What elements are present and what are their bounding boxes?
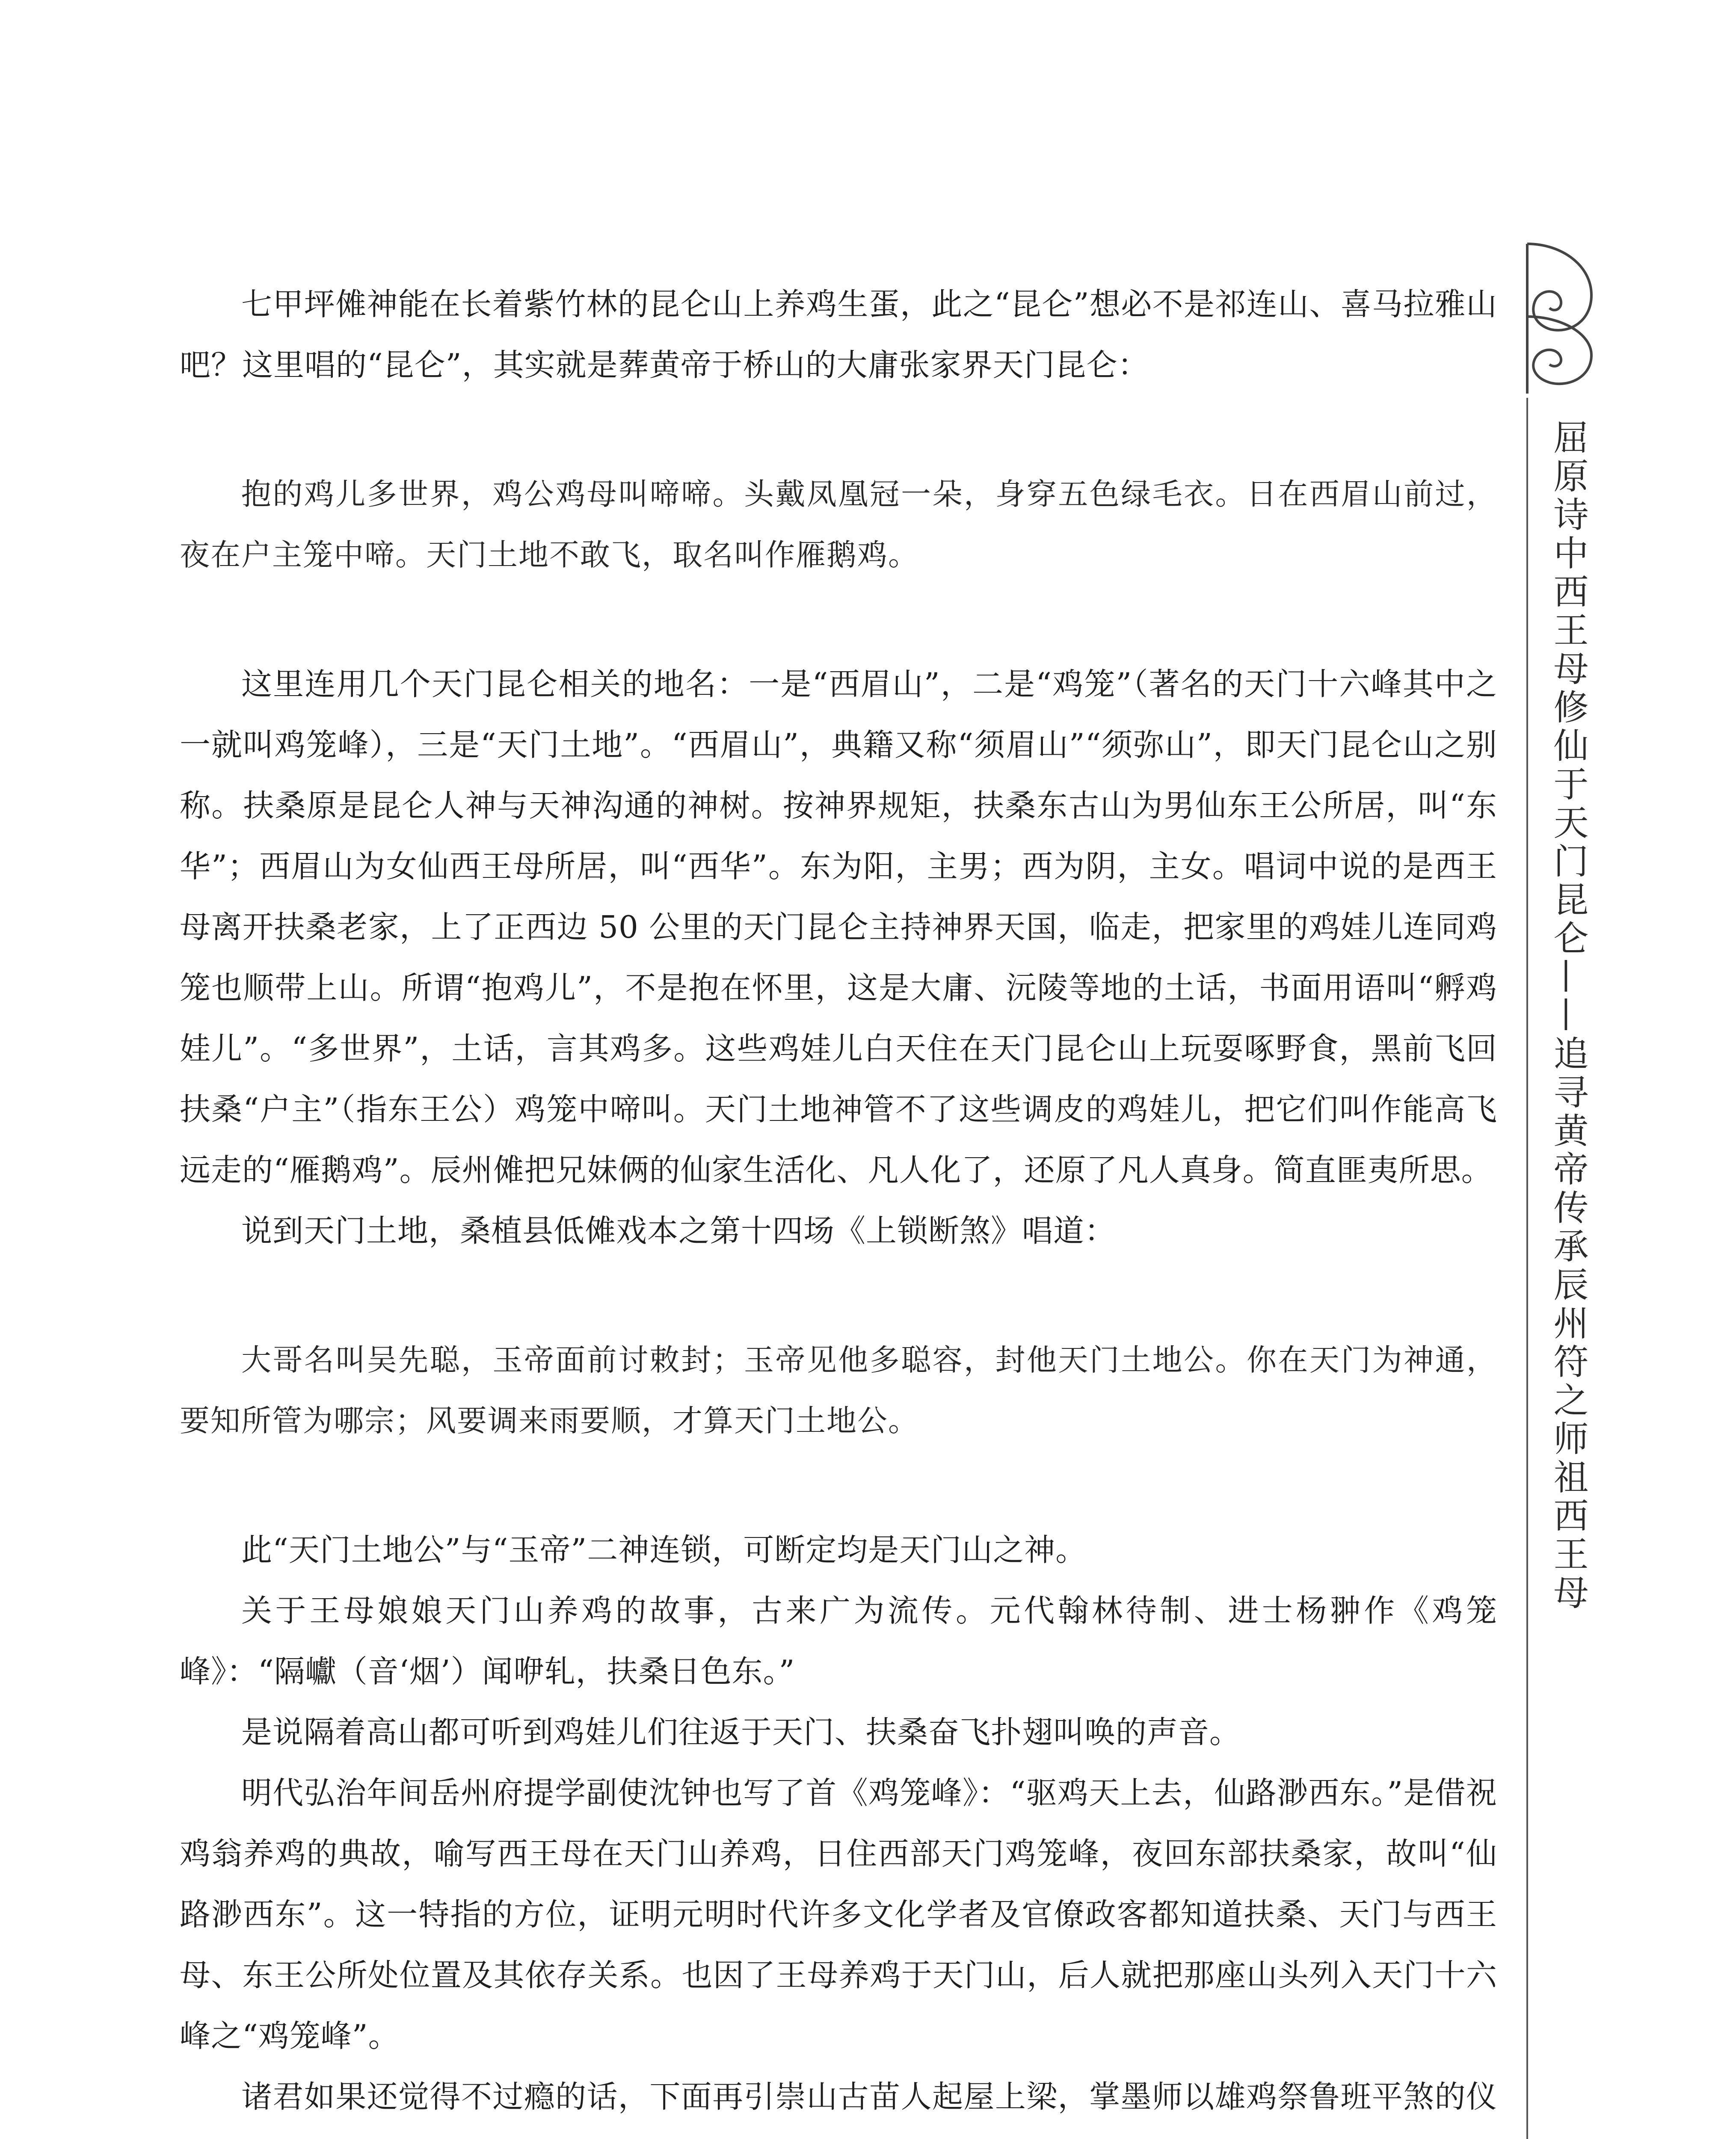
paragraph-2: 这里连用几个天门昆仑相关的地名：一是“西眉山”，二是“鸡笼”（著名的天门十六峰其中之一就叫鸡笼峰），三是“天门土地”。“西眉山”，典籍又称“须眉山”“须弥山”，即天门昆仑山之别称。扶桑原是昆仑人神与天神沟通的神树。按神界规矩，扶桑东古山为男仙东王公所居，叫“东华”；西眉山为女仙西王母所居，叫“西华”。东为阳，主男；西为阴，主女。唱词中说的是西王母离开扶桑老家，上了正西边 50 公里的天门昆仑主持神界天国，临走，把家里的鸡娃儿连同鸡笼也顺带上山。所谓“抱鸡儿”，不是抱在怀里，这是大庸、沅陵等地的土话，书面用语叫“孵鸡娃儿”。“多世界”，土话，言其鸡多。这些鸡娃儿白天住在天门昆仑山上玩耍啄野食，黑前飞回扶桑“户主”（指东王公）鸡笼中啼叫。天门土地神管不了这些调皮的鸡娃儿，把它们叫作能高飞远走的“雁鹅鸡”。辰州傩把兄妹俩的仙家生活化、凡人化了，还原了凡人真身。简直匪夷所思。 xyxy=(180,666,1497,1188)
spiral-ornament-icon xyxy=(1510,240,1609,394)
paragraph-4: 此“天门土地公”与“玉帝”二神连锁，可断定均是天门山之神。 xyxy=(241,1532,1087,1568)
quote-1: 抱的鸡儿多世界，鸡公鸡母叫啼啼。头戴凤凰冠一朵，身穿五色绿毛衣。日在西眉山前过，夜在户主笼中啼。天门土地不敢飞，取名叫作雁鹅鸡。 xyxy=(180,477,1497,572)
paragraph-6: 是说隔着高山都可听到鸡娃儿们往返于天门、扶桑奋飞扑翅叫唤的声音。 xyxy=(241,1714,1241,1750)
main-text xyxy=(180,274,1497,2139)
running-header-vertical: 屈原诗中西王母修仙于天门昆仑——追寻黄帝传承辰州符之师祖西王母 xyxy=(1548,419,1588,1613)
quote-2: 大哥名叫吴先聪，玉帝面前讨敕封；玉帝见他多聪容，封他天门土地公。你在天门为神通，要知所管为哪宗；风要调来雨要顺，才算天门土地公。 xyxy=(180,1342,1497,1438)
paragraph-1: 七甲坪傩神能在长着紫竹林的昆仑山上养鸡生蛋，此之“昆仑”想必不是祁连山、喜马拉雅山吧？这里唱的“昆仑”，其实就是葬黄帝于桥山的大庸张家界天门昆仑： xyxy=(180,286,1497,383)
paragraph-5: 关于王母娘娘天门山养鸡的故事，古来广为流传。元代翰林待制、进士杨翀作《鸡笼峰》：“隔巘（音‘烟’）闻咿轧，扶桑日色东。” xyxy=(180,1593,1497,1689)
paragraph-7: 明代弘治年间岳州府提学副使沈钟也写了首《鸡笼峰》：“驱鸡天上去，仙路渺西东。”是借祝鸡翁养鸡的典故，喻写西王母在天门山养鸡，日住西部天门鸡笼峰，夜回东部扶桑家，故叫“仙路渺西东”。这一特指的方位，证明元明时代许多文化学者及官僚政客都知道扶桑、天门与西王母、东王公所处位置及其依存关系。也因了王母养鸡于天门山，后人就把那座山头列入天门十六峰之“鸡笼峰”。 xyxy=(180,1775,1497,2054)
paragraph-3: 说到天门土地，桑植县低傩戏本之第十四场《上锁断煞》唱道： xyxy=(241,1213,1116,1249)
paragraph-8: 诸君如果还觉得不过瘾的话，下面再引崇山古苗人起屋上梁，掌墨师以雄鸡祭鲁班平煞的仪 xyxy=(241,2079,1497,2115)
side-rule xyxy=(1526,398,1528,2139)
